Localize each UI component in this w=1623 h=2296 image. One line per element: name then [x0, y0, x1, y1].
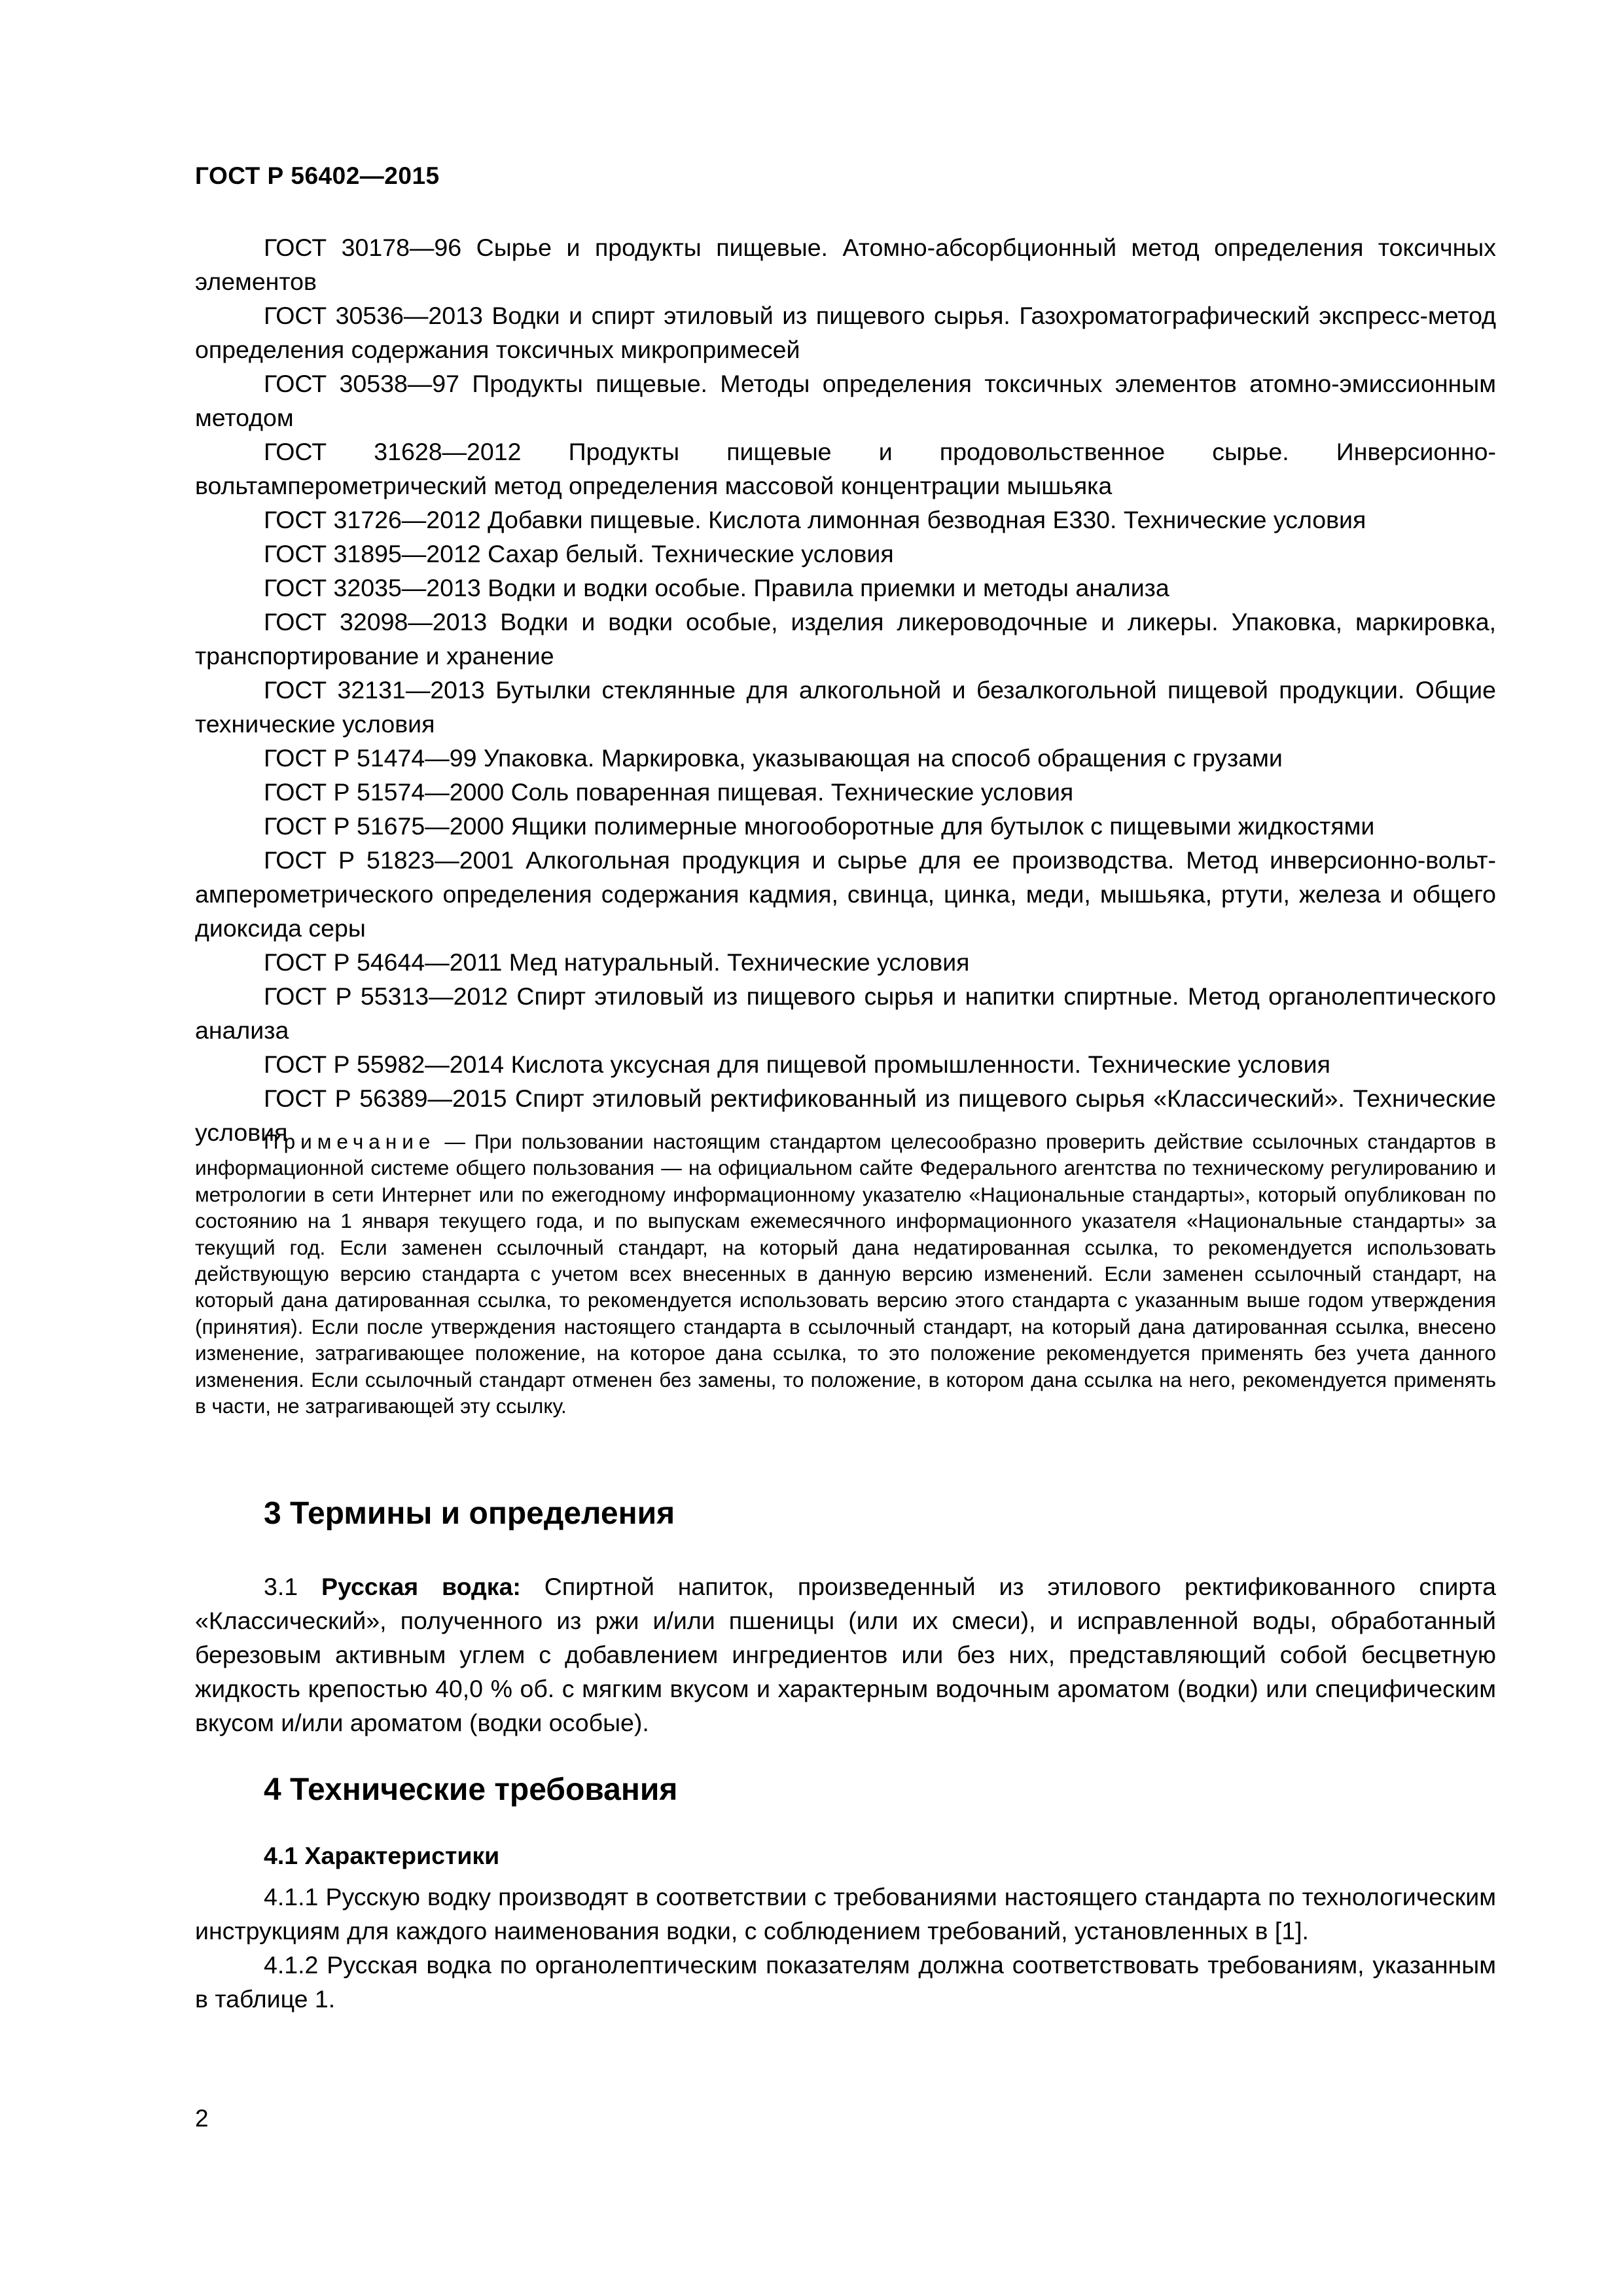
- reference-item: ГОСТ Р 51823—2001 Алкогольная продукция и сырье для ее производства. Метод инверсионно-вольт-амперометрического определения содержания кадмия, свинца, цинка, меди, мышьяка, ртути, железа и общего диоксида серы: [195, 846, 1496, 942]
- paragraph-4-1-1: 4.1.1 Русскую водку производят в соответствии с требованиями настоящего стандарта по технологическим инструкциям для каждого наименования водки, с соблюдением требований, установленных в [1].: [195, 1883, 1496, 1945]
- note-text: — При пользовании настоящим стандартом целесообразно проверить действие ссылочных стандартов в информационной системе общего пользования — на официальном сайте Федерального агентства по техническому регулированию и метрологии в сети Интернет или по ежегодному информационному указателю «Национальные стандарты», который опубликован по состоянию на 1 января текущего года, и по выпускам ежемесячного информационного указателя «Национальные стандарты» за текущий год. Если заменен ссылочный стандарт, на который дана недатированная ссылка, то рекомендуется использовать действующую версию стандарта с учетом всех внесенных в данную версию изменений. Если заменен ссылочный стандарт, на который дана датированная ссылка, то рекомендуется использовать версию этого стандарта с указанным выше годом утверждения (принятия). Если после утверждения настоящего стандарта в ссылочный стандарт, на который дана датированная ссылка, внесено изменение, затрагивающее положение, на которое дана ссылка, то это положение рекомендуется применять без учета данного изменения. Если ссылочный стандарт отменен без замены, то положение, в котором дана ссылка на него, рекомендуется применять в части, не затрагивающей эту ссылку.: [195, 1130, 1496, 1418]
- section-4-body: [195, 1880, 1496, 2016]
- reference-item: ГОСТ 32035—2013 Водки и водки особые. Правила приемки и методы анализа: [264, 574, 1169, 601]
- section-3-heading: 3 Термины и определения: [264, 1496, 675, 1531]
- reference-list: [195, 230, 1496, 1149]
- subsection-4-1-heading: 4.1 Характеристики: [264, 1842, 500, 1869]
- paragraph-4-1-2: 4.1.2 Русская водка по органолептическим показателям должна соответствовать требованиям, указанным в таблице 1.: [195, 1951, 1496, 2013]
- section-4-heading: 4 Технические требования: [264, 1772, 678, 1807]
- reference-item: ГОСТ 30538—97 Продукты пищевые. Методы определения токсичных элементов атомно-эмиссионным методом: [195, 370, 1496, 431]
- definition-text: Спиртной напиток, произведенный из этилового ректификованного спирта «Классический», полученного из ржи и/или пшеницы (или их смеси), и исправленной воды, обработанный березовым активным углем с добавлением ингредиентов или без них, представляющий собой бесцветную жидкость крепостью 40,0 % об. с мягким вкусом и характерным водочным ароматом (водки) или специфическим вкусом и/или ароматом (водки особые).: [195, 1573, 1496, 1736]
- page-number: 2: [195, 2105, 209, 2132]
- definition-term: Русская водка:: [321, 1573, 521, 1600]
- note-label: Примечание: [264, 1130, 436, 1153]
- reference-item: ГОСТ Р 55982—2014 Кислота уксусная для пищевой промышленности. Технические условия: [264, 1050, 1330, 1078]
- reference-item: ГОСТ 30178—96 Сырье и продукты пищевые. Атомно-абсорбционный метод определения токсичных элементов: [195, 234, 1496, 295]
- reference-item: ГОСТ Р 51574—2000 Соль поваренная пищевая. Технические условия: [264, 778, 1074, 806]
- reference-item: ГОСТ 32131—2013 Бутылки стеклянные для алкогольной и безалкогольной пищевой продукции. Общие технические условия: [195, 676, 1496, 738]
- reference-item: ГОСТ 31895—2012 Сахар белый. Технические условия: [264, 540, 894, 567]
- reference-item: ГОСТ Р 55313—2012 Спирт этиловый из пищевого сырья и напитки спиртные. Метод органолептического анализа: [195, 982, 1496, 1044]
- reference-item: ГОСТ Р 51474—99 Упаковка. Маркировка, указывающая на способ обращения с грузами: [264, 744, 1283, 772]
- reference-item: ГОСТ 30536—2013 Водки и спирт этиловый из пищевого сырья. Газохроматографический экспресс-метод определения содержания токсичных микропримесей: [195, 302, 1496, 363]
- reference-item: ГОСТ Р 54644—2011 Мед натуральный. Технические условия: [264, 948, 970, 976]
- definition-number: 3.1: [264, 1573, 298, 1600]
- document-header: ГОСТ Р 56402—2015: [195, 162, 440, 189]
- reference-item: ГОСТ 31628—2012 Продукты пищевые и продовольственное сырье. Инверсионно-вольтамперометрический метод определения массовой концентрации мышьяка: [195, 438, 1496, 499]
- definition-block: [195, 1570, 1496, 1740]
- reference-item: ГОСТ 31726—2012 Добавки пищевые. Кислота лимонная безводная Е330. Технические условия: [264, 506, 1366, 533]
- note-block: [195, 1128, 1496, 1419]
- reference-item: ГОСТ 32098—2013 Водки и водки особые, изделия ликероводочные и ликеры. Упаковка, маркировка, транспортирование и хранение: [195, 608, 1496, 670]
- reference-item: ГОСТ Р 56389—2015 Спирт этиловый ректификованный из пищевого сырья «Классический». Технические условия: [195, 1085, 1496, 1146]
- reference-item: ГОСТ Р 51675—2000 Ящики полимерные многооборотные для бутылок с пищевыми жидкостями: [264, 812, 1375, 840]
